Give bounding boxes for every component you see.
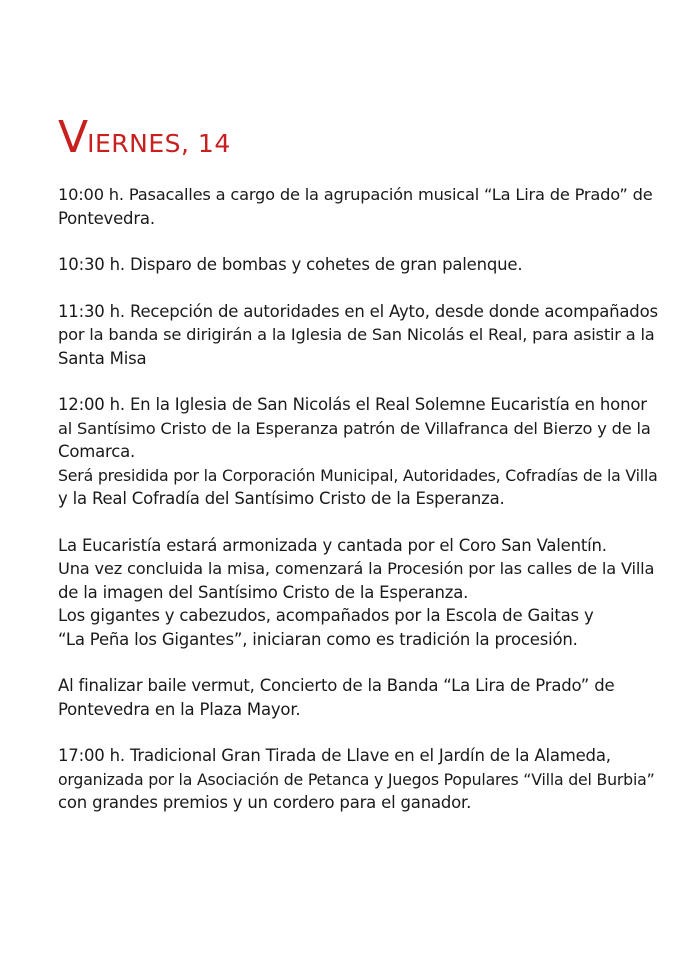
program-line: organizada por la Asociación de Petanca y Juegos Populares “Villa del Burbia”	[58, 769, 655, 789]
day-heading	[58, 112, 231, 163]
program-line: Al finalizar baile vermut, Concierto de la Banda “La Lira de Prado” de	[58, 676, 615, 695]
program-line: de la imagen del Santísimo Cristo de la Esperanza.	[58, 582, 469, 602]
program-paragraph	[58, 674, 658, 721]
program-paragraph	[58, 534, 658, 652]
program-paragraph	[58, 393, 658, 511]
day-heading-initial: V	[58, 112, 88, 163]
program-line: Comarca.	[58, 442, 136, 461]
program-line: “La Peña los Gigantes”, iniciaran como es tradición la procesión.	[58, 629, 578, 649]
program-line: al Santísimo Cristo de la Esperanza patrón de Villafranca del Bierzo y de la	[58, 418, 651, 438]
program-line: por la banda se dirigirán a la Iglesia de San Nicolás el Real, para asistir a la	[58, 325, 655, 344]
program-line: 17:00 h. Tradicional Gran Tirada de Llave en el Jardín de la Alameda,	[58, 746, 611, 765]
program-paragraph	[58, 744, 658, 815]
program-line: La Eucaristía estará armonizada y cantada por el Coro San Valentín.	[58, 535, 607, 555]
program-content	[58, 183, 658, 838]
program-paragraph	[58, 300, 658, 371]
program-line: con grandes premios y un cordero para el ganador.	[58, 793, 472, 812]
program-paragraph	[58, 183, 658, 230]
program-line: 12:00 h. En la Iglesia de San Nicolás el Real Solemne Eucaristía en honor	[58, 395, 647, 414]
program-line: Pontevedra.	[58, 208, 155, 228]
program-paragraph	[58, 253, 658, 277]
program-line: 10:00 h. Pasacalles a cargo de la agrupación musical “La Lira de Prado” de	[58, 185, 653, 204]
program-line: Los gigantes y cabezudos, acompañados por la Escola de Gaitas y	[58, 606, 594, 625]
day-heading-rest: IERNES, 14	[87, 129, 231, 158]
program-line: 11:30 h. Recepción de autoridades en el Ayto, desde donde acompañados	[58, 301, 658, 321]
program-line: Pontevedra en la Plaza Mayor.	[58, 699, 301, 719]
program-line: 10:30 h. Disparo de bombas y cohetes de gran palenque.	[58, 255, 523, 274]
program-line: y la Real Cofradía del Santísimo Cristo de la Esperanza.	[58, 489, 505, 508]
program-line: Una vez concluida la misa, comenzará la Procesión por las calles de la Villa	[58, 559, 655, 578]
program-line: Santa Misa	[58, 348, 147, 368]
program-line: Será presidida por la Corporación Municipal, Autoridades, Cofradías de la Villa	[58, 465, 658, 485]
